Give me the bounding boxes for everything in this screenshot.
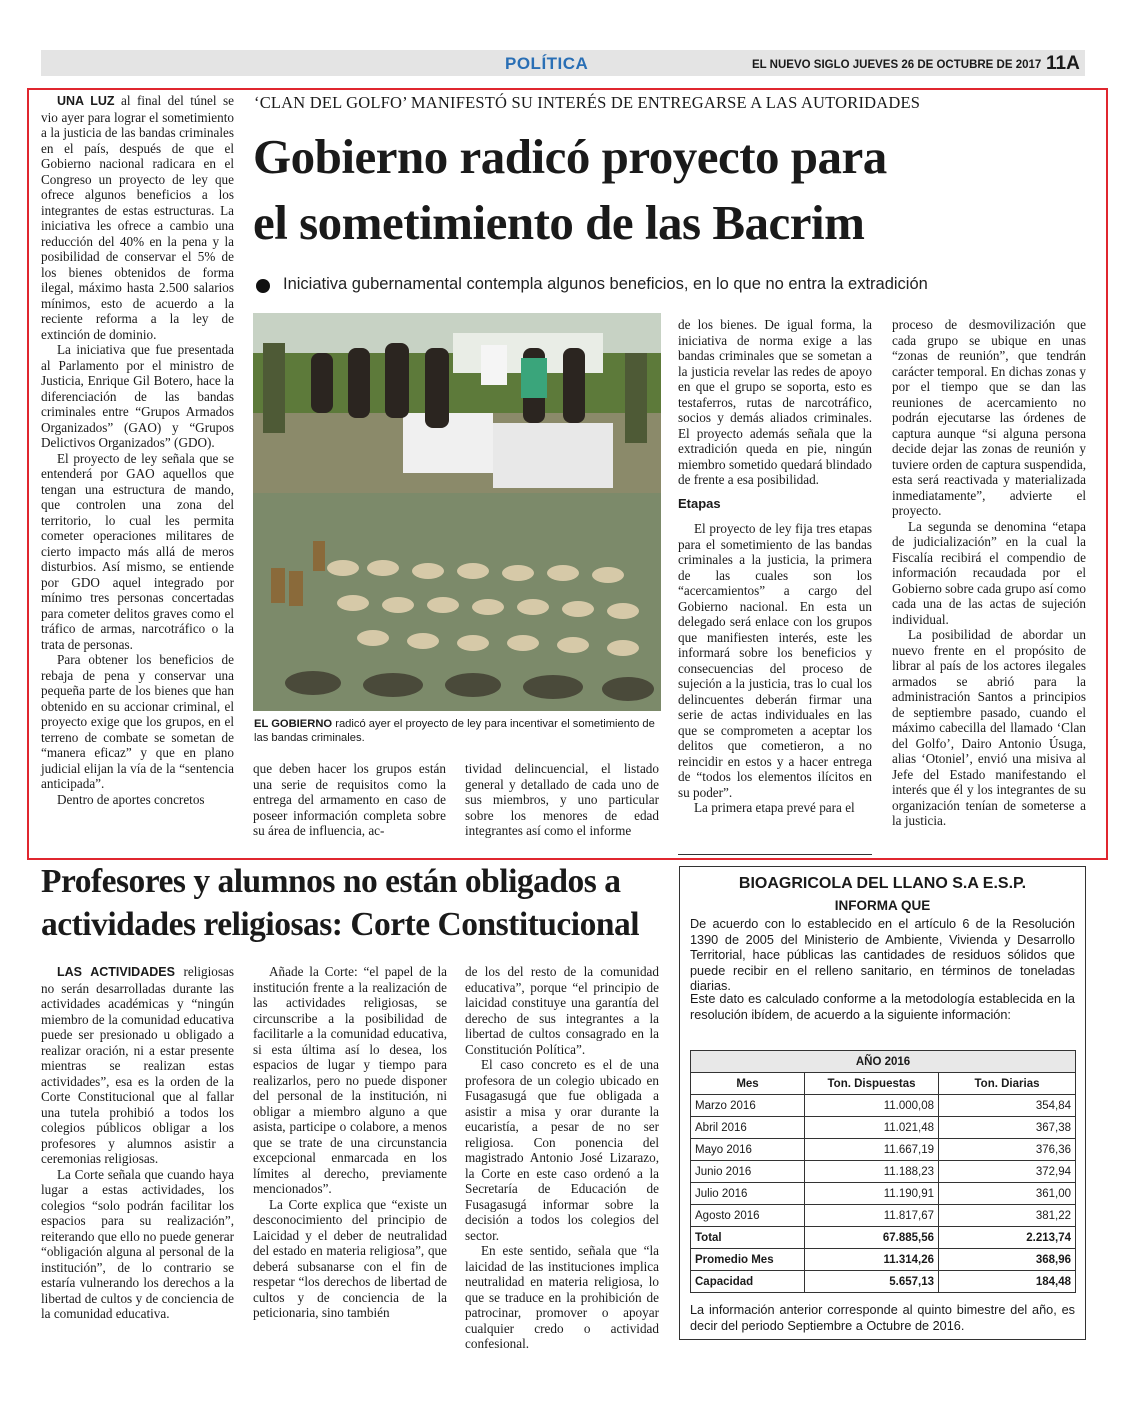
page-number: 11A [1046, 53, 1080, 74]
paragraph: Añade la Corte: “el papel de la institución frente a la realización de las actividades religiosas, se circunscribe a la posibilidad de facilitarle a la comunidad educativa, si esta última así lo desea, los espacios de lugar y tiempo para realizarlos, pero no puede disponer del personal de la institución, ni obligar a miembro alguno a que asista, participe o colabore, a menos que se trate de una circunstancia excepcional enmarcada en los límites al derecho, previamente mencionados”. [253, 964, 447, 1196]
paragraph: Dentro de aportes concretos [57, 791, 205, 807]
paragraph: El caso concreto es el de una profesora de un colegio ubicado en Fusagasugá que fue obligada a asistir a misa y orar durante la eucaristía, a pesar de no ser religiosa. Con ponencia del magistrado Antonio José Lizarazo, la Corte en este caso ordenó a la Secretaría de Educación de Fusagasugá informar sobre la decisión a todos los colegios del sector. [465, 1057, 659, 1243]
article1-column-5 [892, 317, 1086, 829]
cell-value: 2.213,74 [939, 1227, 1076, 1249]
article-subhead: Iniciativa gubernamental contempla algunos beneficios, en lo que no entra la extradición [283, 275, 928, 293]
table-total-row [691, 1271, 1076, 1293]
cell-value: 367,38 [939, 1117, 1076, 1139]
paragraph: El proyecto de ley señala que se entenderá por GAO aquellos que tengan una estructura de mando, que controlen una zona del territorio, lo cual les permita cometer operaciones militares de cierto impacto más allá de meros disturbios. Así mismo, se entiende por GDO aquel integrado por mínimo tres personas concertadas para cometer delitos graves como el tráfico de armas, narcotráfico o la trata de personas. [41, 450, 234, 652]
cell-label: Capacidad [691, 1271, 805, 1293]
article-headline [253, 124, 1053, 256]
cell-value: 368,96 [939, 1249, 1076, 1271]
cell-value: 11.667,19 [805, 1139, 939, 1161]
notice-footer: La información anterior corresponde al quinto bimestre del año, es decir del periodo Septiembre a Octubre de 2016. [690, 1303, 1075, 1333]
cell-month: Abril 2016 [691, 1117, 805, 1139]
paragraph: La posibilidad de abordar un nuevo frente en el propósito de librar al país de los actores ilegales armados se abrió para la administración Santos a principios de septiembre pasado, cuando el máximo cabecilla del llamado ‘Clan del Golfo’, Dairo Antonio Úsuga, alias ‘Otoniel’, envió una misiva al Jefe del Estado manifestando el interés que él y los integrantes de su organización tenían de someterse a la justicia. [892, 627, 1086, 828]
paragraph: de los del resto de la comunidad educativa”, porque “el principio de laicidad constituye una garantía del derecho de sus integrantes a la libertad de cultos consagrado en la Constitución Política”. [465, 964, 659, 1057]
photo-illustration [253, 313, 661, 711]
paragraph: En este sentido, señala que “la laicidad de las instituciones implica neutralidad en materia religiosa, lo que se traduce en la prohibición de patrocinar, promover o apoyar cualquier credo o actividad confesional. [465, 1243, 659, 1351]
article1-column-4 [678, 317, 872, 816]
caption-lead: EL GOBIERNO [254, 718, 333, 730]
notice-paragraph: De acuerdo con lo establecido en el artículo 6 de la Resolución 1390 de 2005 del Ministerio de Ambiente, Vivienda y Desarrollo Territorial, hace públicas las cantidades de residuos sólidos que puede recibir en el relleno sanitario, en términos de toneladas diarias. [690, 917, 1075, 993]
paragraph: La iniciativa que fue presentada al Parlamento por el ministro de Justicia, Enrique Gil Botero, hace la diferenciación de las bandas criminales entre “Grupos Armados Organizados” (GAO) y “Grupos Delictivos Organizados” (GDO). [41, 342, 234, 450]
bullet-icon [256, 279, 270, 293]
paragraph: La primera etapa prevé para el [694, 800, 855, 815]
article-kicker: ‘CLAN DEL GOLFO’ MANIFESTÓ SU INTERÉS DE ENTREGARSE A LAS AUTORIDADES [254, 93, 921, 112]
cell-value: 5.657,13 [805, 1271, 939, 1293]
cell-value: 11.021,48 [805, 1117, 939, 1139]
cell-value: 11.188,23 [805, 1161, 939, 1183]
paragraph: La Corte señala que cuando haya lugar a estas actividades, los colegios “solo podrán facilitar los espacios para su realización”, reiterando que ello no puede generar “obligación alguna al personal de la institución”, de lo contrario se estaría vulnerando los derechos a la libertad de cultos y de conciencia de la comunidad educativa. [41, 1166, 234, 1321]
notice-paragraph: Este dato es calculado conforme a la metodología establecida en la resolución ibídem, de acuerdo a la siguiente información: [690, 992, 1075, 1022]
cell-value: 11.314,26 [805, 1249, 939, 1271]
section-label: POLÍTICA [505, 54, 589, 73]
paragraph: tividad delincuencial, el listado general y detallado de cada uno de sus miembros, y uno particular sobre los menores de edad integrantes así como el informe [465, 761, 659, 838]
table-year-header: AÑO 2016 [691, 1051, 1076, 1073]
table-row [691, 1161, 1076, 1183]
cell-value: 184,48 [939, 1271, 1076, 1293]
article1-column-3 [465, 761, 659, 839]
table-header-row [691, 1073, 1076, 1095]
lead-in: LAS ACTIVIDADES [57, 965, 175, 979]
paragraph: al final del túnel se vio ayer para lograr el sometimiento a la justicia de las bandas criminales en el país, después de que el Gobierno nacional radicara en el Congreso un proyecto de ley que ofrece algunos beneficios a los integrantes de estas estructuras. La iniciativa les ofrece a cambio una reducción del 40% en la pena y la posibilidad de conservar el 5% de los bienes obtenidos de forma ilegal, máximo hasta 2.500 salarios mínimos, esto de acuerdo a la reciente reforma a la ley de extinción de dominio. [41, 93, 235, 342]
paragraph: de los bienes. De igual forma, la iniciativa de norma exige a las bandas criminales que se sometan a la justicia revelar las redes de apoyo en que el grupo se soporta, esto es testaferros, rutas de narcotráfico, socios y demás aliados criminales. El proyecto además señala que la extradición queda en pie, ningún miembro sometido quedará blindado de frente a esa posibilidad. [678, 317, 872, 487]
caption-text: radicó ayer el proyecto de ley para incentivar el sometimiento de las bandas criminales. [254, 718, 655, 744]
table-row [691, 1205, 1076, 1227]
cell-value: 372,94 [939, 1161, 1076, 1183]
cell-value: 354,84 [939, 1095, 1076, 1117]
article1-column-1 [41, 93, 234, 807]
cell-value: 11.817,67 [805, 1205, 939, 1227]
photo-caption [254, 717, 659, 745]
table-row [691, 1139, 1076, 1161]
cell-value: 67.885,56 [805, 1227, 939, 1249]
paper-date: EL NUEVO SIGLO JUEVES 26 DE OCTUBRE DE 2017 [752, 59, 1042, 71]
article2-column-2 [253, 964, 447, 1321]
column-header: Ton. Diarias [939, 1073, 1076, 1095]
paragraph: La segunda se denomina “etapa de judicialización” en la cual la Fiscalía recibirá el compendio de información recaudada por el Gobierno sobre cada grupo así como cada una de las actas de sujeción individual. [892, 518, 1086, 627]
cell-month: Mayo 2016 [691, 1139, 805, 1161]
cell-value: 11.000,08 [805, 1095, 939, 1117]
paragraph: El proyecto de ley fija tres etapas para el sometimiento de las bandas criminales a la justicia, la primera de las cuales son los “acercamientos” a cargo del Gobierno nacional. En esta un delegado será enlace con los grupos que manifiesten interés, este les informará sobre los beneficios y consecuencias del proceso de sujeción a la justicia, tras lo cual los delincuentes deberán firmar una serie de actas individuales en las que se comprometen a aceptar los delitos que cometieron, a no reincidir en estos y a hacer entrega de “todos los elementos ilícitos en su poder”. [678, 521, 872, 800]
cell-month: Agosto 2016 [691, 1205, 805, 1227]
paragraph: proceso de desmovilización que cada grupo se ubique en unas “zonas de reunión”, que tendrán carácter temporal. En dichas zonas y por el tiempo que se dan las reuniones de acercamiento no podrán ejecutarse las órdenes de captura aunque “si alguna persona decide dejar las zonas de reunión y tuviere orden de captura suspendida, esta será reactivada y materializada inmediatamente”, advierte el proyecto. [892, 317, 1086, 518]
table-total-row [691, 1249, 1076, 1271]
article2-column-1 [41, 964, 234, 1322]
cell-label: Total [691, 1227, 805, 1249]
cell-value: 381,22 [939, 1205, 1076, 1227]
waste-table [690, 1050, 1076, 1293]
table-total-row [691, 1227, 1076, 1249]
cell-month: Julio 2016 [691, 1183, 805, 1205]
column-header: Ton. Dispuestas [805, 1073, 939, 1095]
table-row [691, 1183, 1076, 1205]
cell-label: Promedio Mes [691, 1249, 805, 1271]
table-row [691, 1117, 1076, 1139]
legal-notice-box [679, 866, 1086, 1340]
headline-line-1: Profesores y alumnos no están obligados a [41, 863, 621, 900]
column-divider [678, 854, 872, 855]
article1-column-2 [253, 761, 446, 839]
headline-line-2: el sometimiento de las Bacrim [253, 195, 865, 250]
paragraph: La Corte explica que “existe un desconocimiento del principio de Laicidad y el deber de neutralidad del estado en materia religiosa”, que deberá subsanarse con el fin de respetar “los derechos de libertad de cultos y de conciencia de la peticionaria, sino también [253, 1196, 447, 1320]
cell-month: Junio 2016 [691, 1161, 805, 1183]
paragraph: que deben hacer los grupos están una serie de requisitos como la entrega del armamento en caso de poseer información completa sobre su área de influencia, ac- [253, 761, 446, 838]
article-photo [253, 313, 661, 711]
lead-in: UNA LUZ [57, 94, 115, 108]
cell-month: Marzo 2016 [691, 1095, 805, 1117]
notice-title: BIOAGRICOLA DEL LLANO S.A E.S.P. [738, 875, 1027, 892]
headline-line-1: Gobierno radicó proyecto para [253, 129, 887, 184]
paragraph: religiosas no serán desarrolladas durante las actividades académicas y “ningún miembro de la comunidad educativa puede ser presionado u obligado a realizar oración, ni a estar presente mientras se realizan estas actividades”, esa es la orden de la Corte Constitucional que al fallar una tutela prohibió a todos los colegios públicos obligar a los profesores y alumnos asistir a ceremonias religiosas. [41, 964, 234, 1166]
table-row [691, 1095, 1076, 1117]
column-header: Mes [691, 1073, 805, 1095]
paragraph: Para obtener los beneficios de rebaja de pena y conservar una pequeña parte de los bienes que han obtenido en su accionar criminal, el proyecto exige que los grupos, en el terreno de combate se sometan de “manera eficaz” y que en plano judicial elijan la vía de la “sentencia anticipada”. [41, 652, 234, 791]
cell-value: 376,36 [939, 1139, 1076, 1161]
cell-value: 11.190,91 [805, 1183, 939, 1205]
cell-value: 361,00 [939, 1183, 1076, 1205]
headline-line-2: actividades religiosas: Corte Constitucional [41, 906, 640, 943]
section-subhead: Etapas [678, 495, 721, 511]
article2-column-3 [465, 964, 659, 1352]
article2-headline [41, 860, 681, 946]
notice-subtitle: INFORMA QUE [834, 898, 931, 913]
